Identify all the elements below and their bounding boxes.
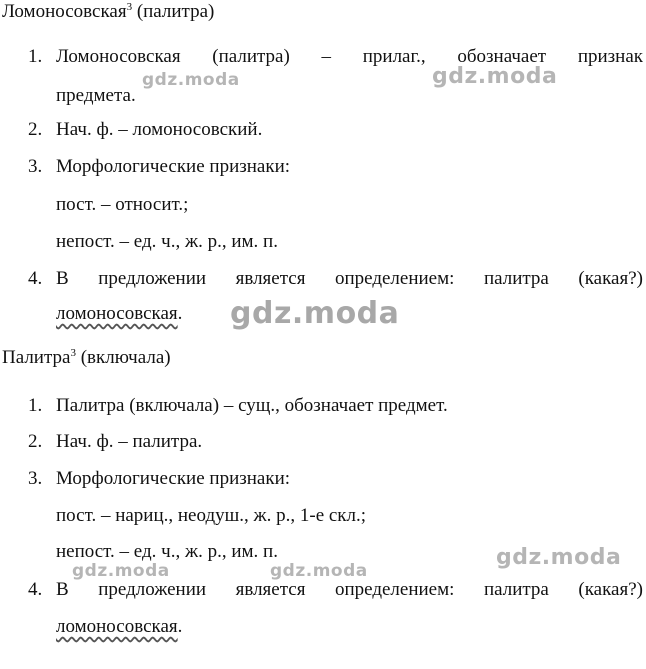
s2-item-2-number: 2. [28, 431, 43, 452]
s1-item-4-underlined-word: ломоносовская [56, 303, 178, 324]
s2-item-3-number: 3. [28, 468, 43, 489]
watermark: gdz.moda [72, 561, 170, 581]
section-2-heading [2, 346, 171, 370]
s1-item-2-text: Нач. ф. – ломоносовский. [56, 119, 263, 140]
watermark: gdz.moda [142, 70, 240, 90]
watermark: gdz.moda [432, 64, 558, 89]
s1-item-4-period: . [177, 303, 183, 324]
s1-item-4-number: 4. [28, 268, 43, 289]
section-1-title: Ломоносовская [2, 1, 127, 22]
section-1-title-sup: 3 [126, 1, 133, 13]
section-1-title-note: (палитра) [132, 1, 215, 22]
s1-item-4-line2 [56, 302, 182, 326]
watermark: gdz.moda [270, 561, 368, 581]
section-2-title: Палитра [2, 347, 71, 368]
s2-item-3-const: пост. – нариц., неодуш., ж. р., 1-е скл.; [56, 505, 367, 526]
section-2-title-sup: 3 [70, 347, 76, 359]
s2-item-4-line2 [56, 615, 182, 639]
s1-item-1-line1: Ломоносовская (палитра) – прилаг., обозначает признак [56, 46, 643, 67]
s2-item-4-number: 4. [28, 579, 43, 600]
watermark: gdz.moda [230, 296, 400, 331]
s2-item-1-text: Палитра (включала) – сущ., обозначает предмет. [56, 395, 448, 416]
s1-item-3-text: Морфологические признаки: [56, 156, 291, 177]
watermark: gdz.moda [496, 545, 622, 570]
s1-item-3-nonconst: непост. – ед. ч., ж. р., им. п. [56, 231, 278, 252]
s1-item-2-number: 2. [28, 119, 43, 140]
section-2-title-note: (включала) [75, 347, 171, 368]
s1-item-1-line2: предмета. [56, 85, 136, 106]
s2-item-3-nonconst: непост. – ед. ч., ж. р., им. п. [56, 541, 278, 562]
s2-item-4-period: . [177, 616, 183, 637]
s2-item-4-underlined-word: ломоносовская [56, 616, 178, 637]
s1-item-3-const: пост. – относит.; [56, 194, 189, 215]
s1-item-4-line1: В предложении является определением: палитра (какая?) [56, 268, 643, 289]
s2-item-4-line1: В предложении является определением: палитра (какая?) [56, 579, 643, 600]
s2-item-3-text: Морфологические признаки: [56, 468, 291, 489]
s1-item-1-number: 1. [28, 46, 43, 67]
s1-item-3-number: 3. [28, 156, 43, 177]
section-1-heading [2, 0, 214, 24]
s2-item-1-number: 1. [28, 395, 43, 416]
s2-item-2-text: Нач. ф. – палитра. [56, 431, 203, 452]
